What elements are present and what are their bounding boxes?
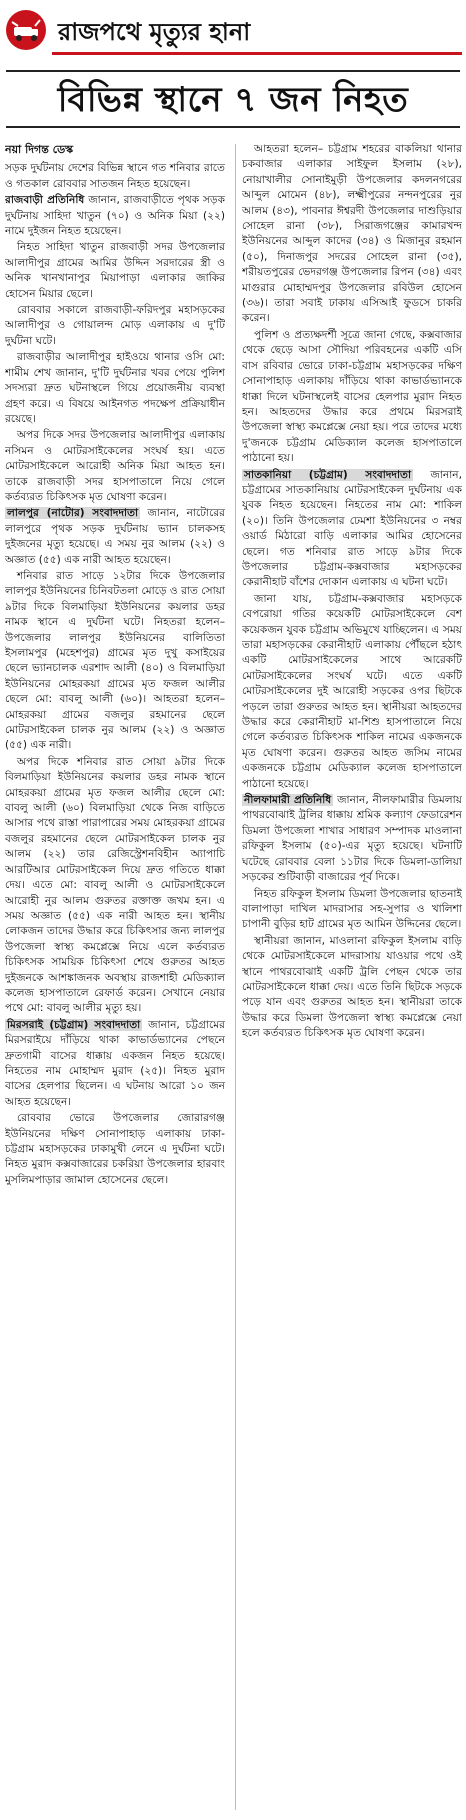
nilphamari-p2: নিহত রফিকুল ইসলাম ডিমলা উপজেলার ছাতনাই বালাপাড়া দাখিল মাদরাসার সহ-সুপার ও খালিশা চাপানী বুড়ির হাট গ্রামের মৃত আমিন উদ্দিনের ছেলে। — [242, 887, 462, 931]
satkania-heading: সাতকানিয়া (চট্টগ্রাম) সংবাদদাতা — [244, 468, 412, 481]
satkania-p1: জানান, চট্টগ্রামের সাতকানিয়ায় মোটরসাইকেল দুর্ঘটনায় এক যুবক নিহত হয়েছেন। নিহতের নাম মো: শাকিল (২০)। তিনি উপজেলার ঢেমশা ইউনিয়নের ৩ নম্বর ওয়ার্ড মিঠারো বাড়ি এলাকার আমির হোসেনের ছেলে। গত শনিবার রাত সাড়ে ৯টার দিকে উপজেলার চট্টগ্রাম-কক্সবাজার মহাসড়কের কেরানীহাট বাঁশের দোকান এলাকায় এ ঘটনা ঘটে। — [242, 468, 462, 589]
headline-top-rule — [6, 70, 460, 72]
lalpur-p3: অপর দিকে শনিবার রাত সোয়া ৯টার দিকে বিলমাড়িয়া ইউনিয়নের কয়লার ডহর নামক স্থানে মোহরকয়া গ্রামের মৃত ফজল আলীর ছেলে মো: বাবলু আলী (৬০) বিলমাড়িয়া থেকে নিজ বাড়িতে আসার পথে রাস্তা পারাপারের সময় মোহরকয়া গ্রামের বজলুর রহমানের ছেলে মোটরসাইকেল চালক নুর আলম (২২) তার রেজিস্ট্রেশনবিহীন অ্যাপাচি আরটিআর মোটরসাইকেল দিয়ে দ্রুত গতিতে ধাক্কা দেয়। এতে মো: বাবলু আলী ও মোটরসাইকেলে আরোহী নুর আলম গুরুতর রক্তাক্ত জখম হন। এ সময় অজ্ঞাত (৫৫) এক নারী আহত হন। স্থানীয় লোকজন তাদের উদ্ধার করে চিকিৎসার জন্য লালপুর উপজেলা স্বাস্থ্য কমপ্লেক্সে নিয়ে এলে কর্তব্যরত চিকিৎসক সাময়িক চিকিৎসা শেষে গুরুতর আহত দুইজনকে আশঙ্কাজনক অবস্থায় রাজশাহী মেডিক্যাল কলেজ হাসপাতালে রেফার্ড করেন। সেখানে নেয়ার পথে মো: বাবলু আলীর মৃত্যু হয়। — [5, 755, 225, 1015]
rajbari-section-intro — [5, 193, 225, 239]
headline: বিভিন্ন স্থানে ৭ জন নিহত — [57, 80, 409, 120]
rajbari-p3: রোববার সকালে রাজবাড়ী-ফরিদপুর মহাসড়কের আলাদীপুর ও গোয়ালন্দ মোড় এলাকায় এ দু'টি দুর্ঘটনা ঘটে। — [5, 304, 225, 347]
section-banner — [0, 0, 466, 66]
kicker-title: রাজপথে মৃত্যুর হানা — [58, 18, 251, 46]
rajbari-p4: রাজবাড়ীর আলাদীপুর হাইওয়ে থানার ওসি মো: শামীম শেখ জানান, দু'টি দুর্ঘটনার খবর পেয়ে পুলিশ সদস্যরা দ্রুত ঘটনাস্থলে গিয়ে প্রয়োজনীয় ব্যবস্থা গ্রহণ করে। এ বিষয়ে আইনগত পদক্ষেপ প্রক্রিয়াধীন রয়েছে। — [5, 351, 225, 425]
lalpur-heading: লালপুর (নাটোর) সংবাদদাতা — [7, 507, 139, 520]
rajbari-p5: অপর দিকে সদর উপজেলার আলাদীপুর এলাকায় নসিমন ও মোটরসাইকেলের সংঘর্ষ হয়। এতে মোটরসাইকেলে আরোহী অনিক মিয়া আহত হন। তাকে রাজবাড়ী সদর হাসপাতালে নিয়ে গেলে কর্তব্যরত চিকিৎসক মৃত ঘোষণা করেন। — [5, 429, 225, 503]
lalpur-p2: শনিবার রাত সাড়ে ১২টার দিকে উপজেলার লালপুর ইউনিয়নের চিনিবটতলা মোড়ে ও রাত সোয়া ৯টার দিকে বিলমাড়িয়া ইউনিয়নের কয়লার ডহর নামক স্থানে এ দুর্ঘটনা ঘটে। নিহতরা হলেন– উপজেলার লালপুর ইউনিয়নের বালিতিতা ইসলামপুর (মহেশপুর) গ্রামের মৃত দুখু কসাইয়ের ছেলে ভ্যানচালক এরশাদ আলী (৪০) ও বিলমাড়িয়া ইউনিয়নের মোহরকয়া গ্রামের মৃত ফজল আলীর ছেলে মো: বাবলু আলী (৬০)। আহতরা হলেন– মোহরকয়া গ্রামের বজলুর রহমানের ছেলে মোটরসাইকেল চালক নুর আলম (২২) ও অজ্ঞাত (৫৫) এক নারী। — [5, 569, 225, 752]
rajbari-p2: নিহত সাহিদা খাতুন রাজবাড়ী সদর উপজেলার আলাদীপুর গ্রামের আমির উদ্দিন সরদারের স্ত্রী ও অনিক খানখানাপুর মিয়াপাড়া এলাকার জাকির হোসেন মিয়ার ছেলে। — [5, 241, 225, 300]
lalpur-section-intro — [5, 506, 225, 568]
satkania-section-intro — [242, 468, 462, 591]
mirsarai-p1: জানান, চট্টগ্রামের মিরসরাইয়ে দাঁড়িয়ে থাকা কাভার্ডভ্যানের পেছনে দ্রুতগামী বাসের ধাক্কায় একজন নিহত হয়েছে। নিহতের নাম মোহাম্মদ মুরাদ (২৫)। নিহত মুরাদ বাসের হেলপার ছিলেন। এ ঘটনায় আরো ১০ জন আহত হয়েছেন। — [5, 1018, 225, 1108]
mirsarai-section-intro — [5, 1018, 225, 1110]
lalpur-p1: জানান, নাটোরের লালপুরে পৃথক সড়ক দুর্ঘটনায় ভ্যান চালকসহ দুইজনের মৃত্যু হয়েছে। এ সময় নুর আলম (২২) ও অজ্ঞাত (৫৫) এক নারী আহত হয়েছেন। — [5, 507, 225, 566]
lead-paragraph: সড়ক দুর্ঘটনায় দেশের বিভিন্ন স্থানে গত শনিবার রাতে ও গতকাল রোববার সাতজন নিহত হয়েছেন। — [5, 162, 225, 190]
headline-bottom-rule — [6, 126, 460, 128]
article-column-right — [242, 142, 462, 1814]
rajbari-p1: জানান, রাজবাড়ীতে পৃথক সড়ক দুর্ঘটনায় সাহিদা খাতুন (৭০) ও অনিক মিয়া (২২) নামে দুইজন নিহত হয়েছেন। — [5, 194, 225, 238]
mirsarai-p2: রোববার ভোরে উপজেলার জোরারগঞ্জ ইউনিয়নের দক্ষিণ সোনাপাহাড় এলাকায় ঢাকা-চট্টগ্রাম মহাসড়কের ঢাকামুখী লেনে এ দুর্ঘটনা ঘটে। নিহত মুরাদ কক্সবাজারের চকরিয়া উপজেলার হারবাং মুসলিমপাড়ার জামাল হোসেনের ছেলে। — [5, 1112, 225, 1186]
nilphamari-section-intro — [242, 793, 462, 885]
column-divider — [235, 144, 236, 1810]
nilphamari-heading: নীলফামারী প্রতিনিধি — [244, 794, 332, 807]
desk-byline: নয়া দিগন্ত ডেস্ক — [5, 143, 74, 156]
mirsarai-p4: পুলিশ ও প্রত্যক্ষদর্শী সূত্রে জানা গেছে, কক্সবাজার থেকে ছেড়ে আসা সৌদিয়া পরিবহনের একটি এসি বাস রবিবার ভোরে ঢাকা-চট্টগ্রাম মহাসড়কের দক্ষিণ সোনাপাহাড় এলাকায় দাঁড়িয়ে থাকা কাভার্ডভ্যানকে ধাক্কা দিলে ঘটনাস্থলেই বাসের হেলপার মুরাদ নিহত হন। আহতদের উদ্ধার করে প্রথমে মিরসরাই উপজেলা স্বাস্থ্য কমপ্লেক্সে নেয়া হয়। পরে তাদের মধ্যে দু'জনকে চট্টগ্রাম মেডিক্যাল কলেজ হাসপাতালে পাঠানো হয়। — [242, 328, 462, 465]
mirsarai-p3: আহতরা হলেন– চট্টগ্রাম শহরের বাকলিয়া থানার চকবাজার এলাকার সাইফুল ইসলাম (২৮), নোয়াখালীর সোনাইমুড়ী উপজেলার কদলনগরের আব্দুল মোমেন (৪৮), লক্ষ্মীপুরের নন্দনপুরের নুর আলম (৪৩), পাবনার ঈশ্বরদী উপজেলার দাশুড়িয়ার সোহেল রানা (৩৮), সিরাজগঞ্জের কামারখন্দ ইউনিয়নের আব্দুল কাদের (৩৪) ও মিজানুর রহমান (৫০), দিনাজপুর সদরের সোহেল রানা (৩৫), শরীয়তপুরের ভেদরগঞ্জ উপজেলার রিপন (৩৪) এবং মাগুরার মোহাম্মদপুর উপজেলার রবিউল হোসেন (৩৬)। তারা সবাই ঢাকায় এসিআই ফুডসে চাকরি করেন। — [242, 143, 462, 325]
article-column-left — [5, 142, 225, 1814]
kicker-underline — [52, 52, 462, 55]
nilphamari-p1: জানান, নীলফামারীর ডিমলায় পাথরবোঝাই ট্রলির ধাক্কায় শ্রমিক কল্যাণ ফেডারেশন ডিমলা উপজেলা শাখার সাধারণ সম্পাদক মাওলানা রফিকুল ইসলাম (৫০)-এর মৃত্যু হয়েছে। ঘটনাটি ঘটেছে রোববার বেলা ১১টার দিকে ডিমলা-ডালিয়া সড়কের শুটিবাড়ী বাজারের পূর্ব দিকে। — [242, 794, 462, 884]
nilphamari-p3: স্থানীয়রা জানান, মাওলানা রফিকুল ইসলাম বাড়ি থেকে মোটরসাইকেলে মাদরাসায় যাওয়ার পথে ওই স্থানে পাথরবোঝাই একটি ট্রলি পেছন থেকে তার মোটরসাইকেলে ধাক্কা দেয়। এতে তিনি ছিটকে সড়কে পড়ে যান এবং গুরুতর আহত হন। স্থানীয়রা তাকে উদ্ধার করে ডিমলা উপজেলা স্বাস্থ্য কমপ্লেক্সে নেয়া হলে কর্তব্যরত চিকিৎসক মৃত ঘোষণা করেন। — [242, 934, 462, 1040]
mirsarai-heading: মিরসরাই (চট্টগ্রাম) সংবাদদাতা — [7, 1018, 141, 1031]
accident-logo-icon — [6, 10, 46, 50]
satkania-p2: জানা যায়, চট্টগ্রাম-কক্সবাজার মহাসড়কে বেপরোয়া গতির কয়েকটি মোটরসাইকেলে বেশ কয়েকজন যুবক চট্টগ্রাম অভিমুখে যাচ্ছিলেন। এ সময় তারা মহাসড়কের কেরানীহাট এলাকায় পৌঁছলে হঠাৎ একটি মোটরসাইকেলের সাথে আরেকটি মোটরসাইকেলের সংঘর্ষ ঘটে। এতে একটি মোটরসাইকেলের দুই আরোহী সড়কের ওপর ছিটকে পড়লে তারা গুরুতর আহত হন। স্থানীয়রা আহতদের উদ্ধার করে কেরানীহাট মা-শিশু হাসপাতালে নিয়ে গেলে কর্তব্যরত চিকিৎসক শাকিল নামের একজনকে মৃত ঘোষণা করেন। গুরুতর আহত জসিম নামের একজনকে চট্টগ্রাম মেডিক্যাল কলেজ হাসপাতালে পাঠানো হয়েছে। — [242, 592, 462, 790]
rajbari-heading: রাজবাড়ী প্রতিনিধি — [5, 194, 85, 207]
